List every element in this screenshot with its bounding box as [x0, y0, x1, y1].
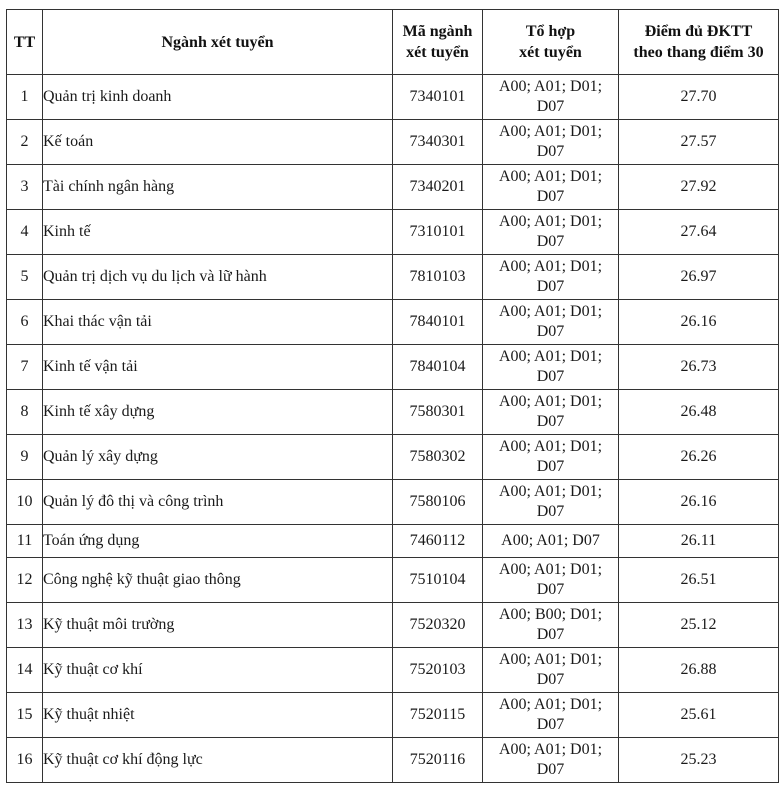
row-number: 15 — [7, 693, 43, 738]
header-tt — [7, 10, 43, 75]
major-name: Kinh tế xây dựng — [43, 390, 393, 435]
major-code: 7580301 — [393, 390, 483, 435]
major-code: 7520115 — [393, 693, 483, 738]
combo-line2: D07 — [536, 98, 565, 115]
table-row — [7, 648, 779, 693]
header-tt-label: TT — [13, 33, 36, 51]
subject-combination — [483, 648, 619, 693]
row-number: 4 — [7, 210, 43, 255]
qualifying-score: 26.11 — [619, 525, 779, 558]
major-code: 7810103 — [393, 255, 483, 300]
header-combo-line2: xét tuyển — [519, 44, 582, 61]
qualifying-score: 27.57 — [619, 120, 779, 165]
major-code: 7510104 — [393, 558, 483, 603]
major-name: Quản trị kinh doanh — [43, 75, 393, 120]
qualifying-score: 26.73 — [619, 345, 779, 390]
header-combo-line1: Tổ hợp — [525, 23, 576, 40]
major-name: Kế toán — [43, 120, 393, 165]
qualifying-score: 26.48 — [619, 390, 779, 435]
combo-line2: D07 — [536, 626, 565, 643]
table-row — [7, 390, 779, 435]
combo-line1: A00; B00; D01; — [498, 606, 603, 623]
major-code: 7460112 — [393, 525, 483, 558]
combo-line2: D07 — [536, 323, 565, 340]
table-row — [7, 738, 779, 783]
subject-combination — [483, 210, 619, 255]
combo-line1: A00; A01; D01; — [498, 438, 603, 455]
major-code: 7310101 — [393, 210, 483, 255]
combo-line1: A00; A01; D01; — [498, 651, 603, 668]
row-number: 14 — [7, 648, 43, 693]
row-number: 11 — [7, 525, 43, 558]
subject-combination — [483, 165, 619, 210]
row-number: 1 — [7, 75, 43, 120]
qualifying-score: 26.16 — [619, 480, 779, 525]
row-number: 8 — [7, 390, 43, 435]
subject-combination — [483, 693, 619, 738]
combo-line1: A00; A01; D01; — [498, 123, 603, 140]
table-row — [7, 435, 779, 480]
table-row — [7, 210, 779, 255]
subject-combination — [483, 120, 619, 165]
major-code: 7580106 — [393, 480, 483, 525]
header-code — [393, 10, 483, 75]
major-name: Toán ứng dụng — [43, 525, 393, 558]
major-name: Tài chính ngân hàng — [43, 165, 393, 210]
qualifying-score: 26.97 — [619, 255, 779, 300]
major-code: 7840104 — [393, 345, 483, 390]
combo-line2: D07 — [536, 233, 565, 250]
subject-combination — [483, 435, 619, 480]
combo-line2: D07 — [536, 761, 565, 778]
row-number: 13 — [7, 603, 43, 648]
combo-line1: A00; A01; D01; — [498, 168, 603, 185]
combo-line1: A00; A01; D01; — [498, 561, 603, 578]
major-name: Công nghệ kỹ thuật giao thông — [43, 558, 393, 603]
qualifying-score: 27.70 — [619, 75, 779, 120]
combo-line2: D07 — [536, 716, 565, 733]
combo-line2: D07 — [536, 188, 565, 205]
subject-combination — [483, 75, 619, 120]
major-name: Kỹ thuật cơ khí — [43, 648, 393, 693]
major-name: Kỹ thuật cơ khí động lực — [43, 738, 393, 783]
combo-line2: D07 — [536, 671, 565, 688]
major-name: Khai thác vận tải — [43, 300, 393, 345]
header-score — [619, 10, 779, 75]
subject-combination — [483, 300, 619, 345]
row-number: 6 — [7, 300, 43, 345]
combo-line2: D07 — [536, 368, 565, 385]
qualifying-score: 27.92 — [619, 165, 779, 210]
combo-line2: D07 — [536, 413, 565, 430]
header-score-line1: Điểm đủ ĐKTT — [644, 23, 753, 40]
table-row — [7, 165, 779, 210]
table-row — [7, 693, 779, 738]
row-number: 9 — [7, 435, 43, 480]
combo-line2: D07 — [536, 581, 565, 598]
row-number: 5 — [7, 255, 43, 300]
major-code: 7520116 — [393, 738, 483, 783]
qualifying-score: 26.26 — [619, 435, 779, 480]
subject-combination — [483, 480, 619, 525]
qualifying-score: 25.61 — [619, 693, 779, 738]
row-number: 2 — [7, 120, 43, 165]
row-number: 16 — [7, 738, 43, 783]
row-number: 7 — [7, 345, 43, 390]
row-number: 10 — [7, 480, 43, 525]
major-name: Kinh tế vận tải — [43, 345, 393, 390]
major-name: Quản lý đô thị và công trình — [43, 480, 393, 525]
combo-line1: A00; A01; D01; — [498, 258, 603, 275]
header-combo — [483, 10, 619, 75]
major-code: 7520103 — [393, 648, 483, 693]
header-name-label: Ngành xét tuyển — [161, 33, 274, 51]
table-row — [7, 255, 779, 300]
qualifying-score: 26.51 — [619, 558, 779, 603]
combo-line1: A00; A01; D01; — [498, 393, 603, 410]
subject-combination — [483, 255, 619, 300]
subject-combination — [483, 390, 619, 435]
qualifying-score: 25.23 — [619, 738, 779, 783]
major-name: Quản trị dịch vụ du lịch và lữ hành — [43, 255, 393, 300]
subject-combination — [483, 345, 619, 390]
row-number: 12 — [7, 558, 43, 603]
qualifying-score: 25.12 — [619, 603, 779, 648]
combo-line1: A00; A01; D01; — [498, 348, 603, 365]
combo-line1: A00; A01; D01; — [498, 78, 603, 95]
header-row — [7, 10, 779, 75]
table-row — [7, 345, 779, 390]
major-code: 7340101 — [393, 75, 483, 120]
major-code: 7580302 — [393, 435, 483, 480]
combo-line2: D07 — [536, 458, 565, 475]
header-code-line1: Mã ngành — [402, 23, 473, 40]
major-name: Kỹ thuật nhiệt — [43, 693, 393, 738]
qualifying-score: 26.88 — [619, 648, 779, 693]
combo-line2: D07 — [536, 503, 565, 520]
table-row — [7, 300, 779, 345]
subject-combination — [483, 603, 619, 648]
subject-combination — [483, 558, 619, 603]
qualifying-score: 27.64 — [619, 210, 779, 255]
header-name — [43, 10, 393, 75]
combo-line1: A00; A01; D01; — [498, 696, 603, 713]
admission-table-container — [6, 9, 779, 783]
major-code: 7340301 — [393, 120, 483, 165]
table-row — [7, 120, 779, 165]
subject-combination — [483, 525, 619, 558]
major-name: Kỹ thuật môi trường — [43, 603, 393, 648]
major-name: Quản lý xây dựng — [43, 435, 393, 480]
combo-line1: A00; A01; D07 — [501, 532, 600, 549]
header-code-line2: xét tuyển — [406, 44, 469, 61]
table-row — [7, 558, 779, 603]
admission-scores-table — [6, 9, 779, 783]
subject-combination — [483, 738, 619, 783]
table-row — [7, 603, 779, 648]
combo-line2: D07 — [536, 278, 565, 295]
combo-line1: A00; A01; D01; — [498, 741, 603, 758]
combo-line1: A00; A01; D01; — [498, 483, 603, 500]
major-code: 7340201 — [393, 165, 483, 210]
qualifying-score: 26.16 — [619, 300, 779, 345]
combo-line2: D07 — [536, 143, 565, 160]
major-code: 7520320 — [393, 603, 483, 648]
table-row — [7, 525, 779, 558]
combo-line1: A00; A01; D01; — [498, 213, 603, 230]
combo-line1: A00; A01; D01; — [498, 303, 603, 320]
row-number: 3 — [7, 165, 43, 210]
table-row — [7, 480, 779, 525]
table-row — [7, 75, 779, 120]
major-code: 7840101 — [393, 300, 483, 345]
header-score-line2: theo thang điểm 30 — [633, 44, 764, 61]
major-name: Kinh tế — [43, 210, 393, 255]
